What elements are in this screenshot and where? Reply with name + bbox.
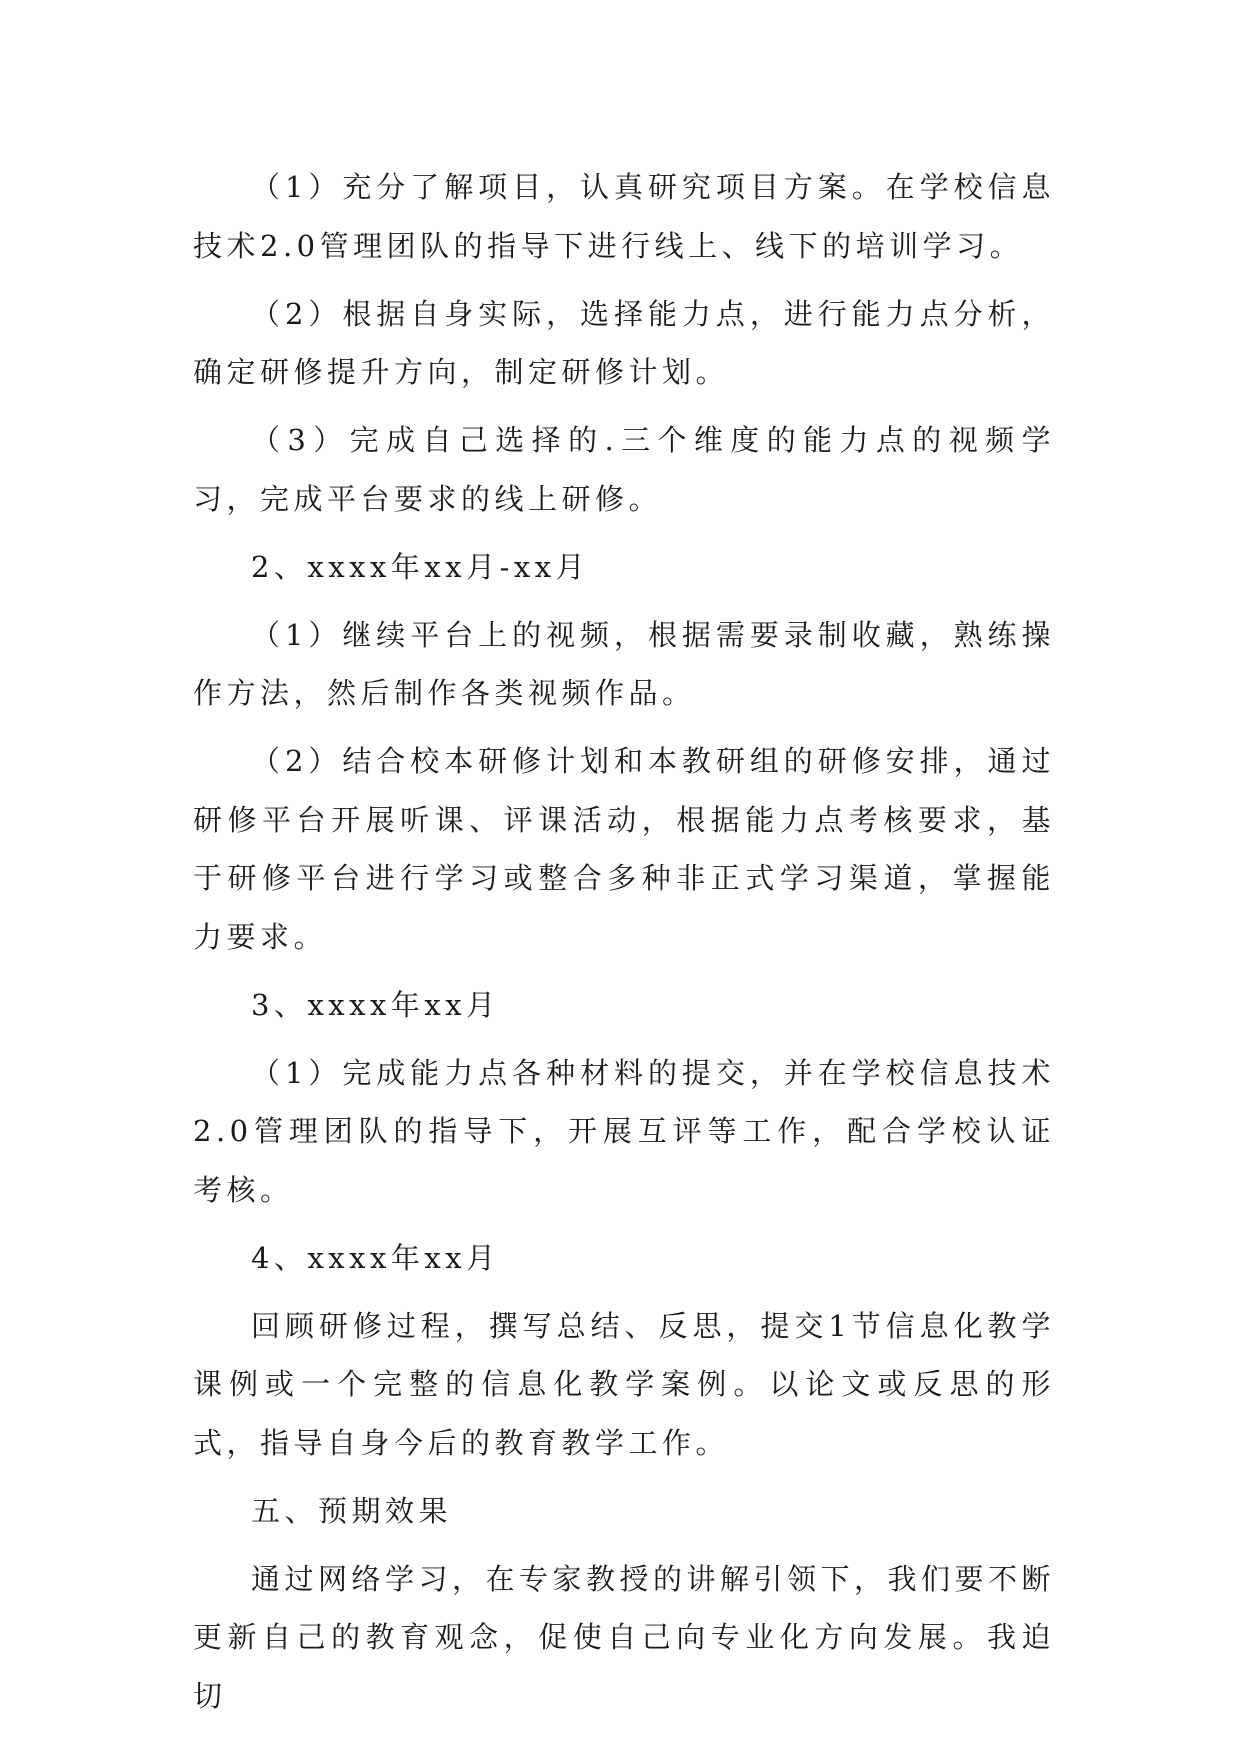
paragraph-step-2-2: （2）结合校本研修计划和本教研组的研修安排，通过研修平台开展听课、评课活动，根据能力点考核要求，基于研修平台进行学习或整合多种非正式学习渠道，掌握能力要求。 <box>193 744 1055 954</box>
section-heading-expected-results: 五、预期效果 <box>251 1493 453 1528</box>
section-heading-3: 3、xxxx年xx月 <box>251 987 500 1022</box>
paragraph-expected-results: 通过网络学习，在专家教授的讲解引领下，我们要不断更新自己的教育观念，促使自己向专业化方向发展。我迫切 <box>193 1561 1056 1713</box>
paragraph-step-3-1: （1）完成能力点各种材料的提交，并在学校信息技术2.0管理团队的指导下，开展互评等工作，配合学校认证考核。 <box>193 1055 1055 1207</box>
paragraph-step-1-2: （2）根据自身实际，选择能力点，进行能力点分析，确定研修提升方向，制定研修计划。 <box>193 296 1055 389</box>
document-body <box>193 158 1055 1735</box>
paragraph-step-2-1: （1）继续平台上的视频，根据需要录制收藏，熟练操作方法，然后制作各类视频作品。 <box>193 617 1055 710</box>
paragraph-step-1-3: （3）完成自己选择的.三个维度的能力点的视频学习，完成平台要求的线上研修。 <box>193 423 1055 516</box>
paragraph-step-1-1: （1）充分了解项目，认真研究项目方案。在学校信息技术2.0管理团队的指导下进行线上、线下的培训学习。 <box>193 170 1055 263</box>
section-heading-4: 4、xxxx年xx月 <box>251 1240 500 1275</box>
paragraph-step-4: 回顾研修过程，撰写总结、反思，提交1节信息化教学课例或一个完整的信息化教学案例。以论文或反思的形式，指导自身今后的教育教学工作。 <box>193 1308 1055 1460</box>
section-heading-2: 2、xxxx年xx月-xx月 <box>251 549 590 584</box>
